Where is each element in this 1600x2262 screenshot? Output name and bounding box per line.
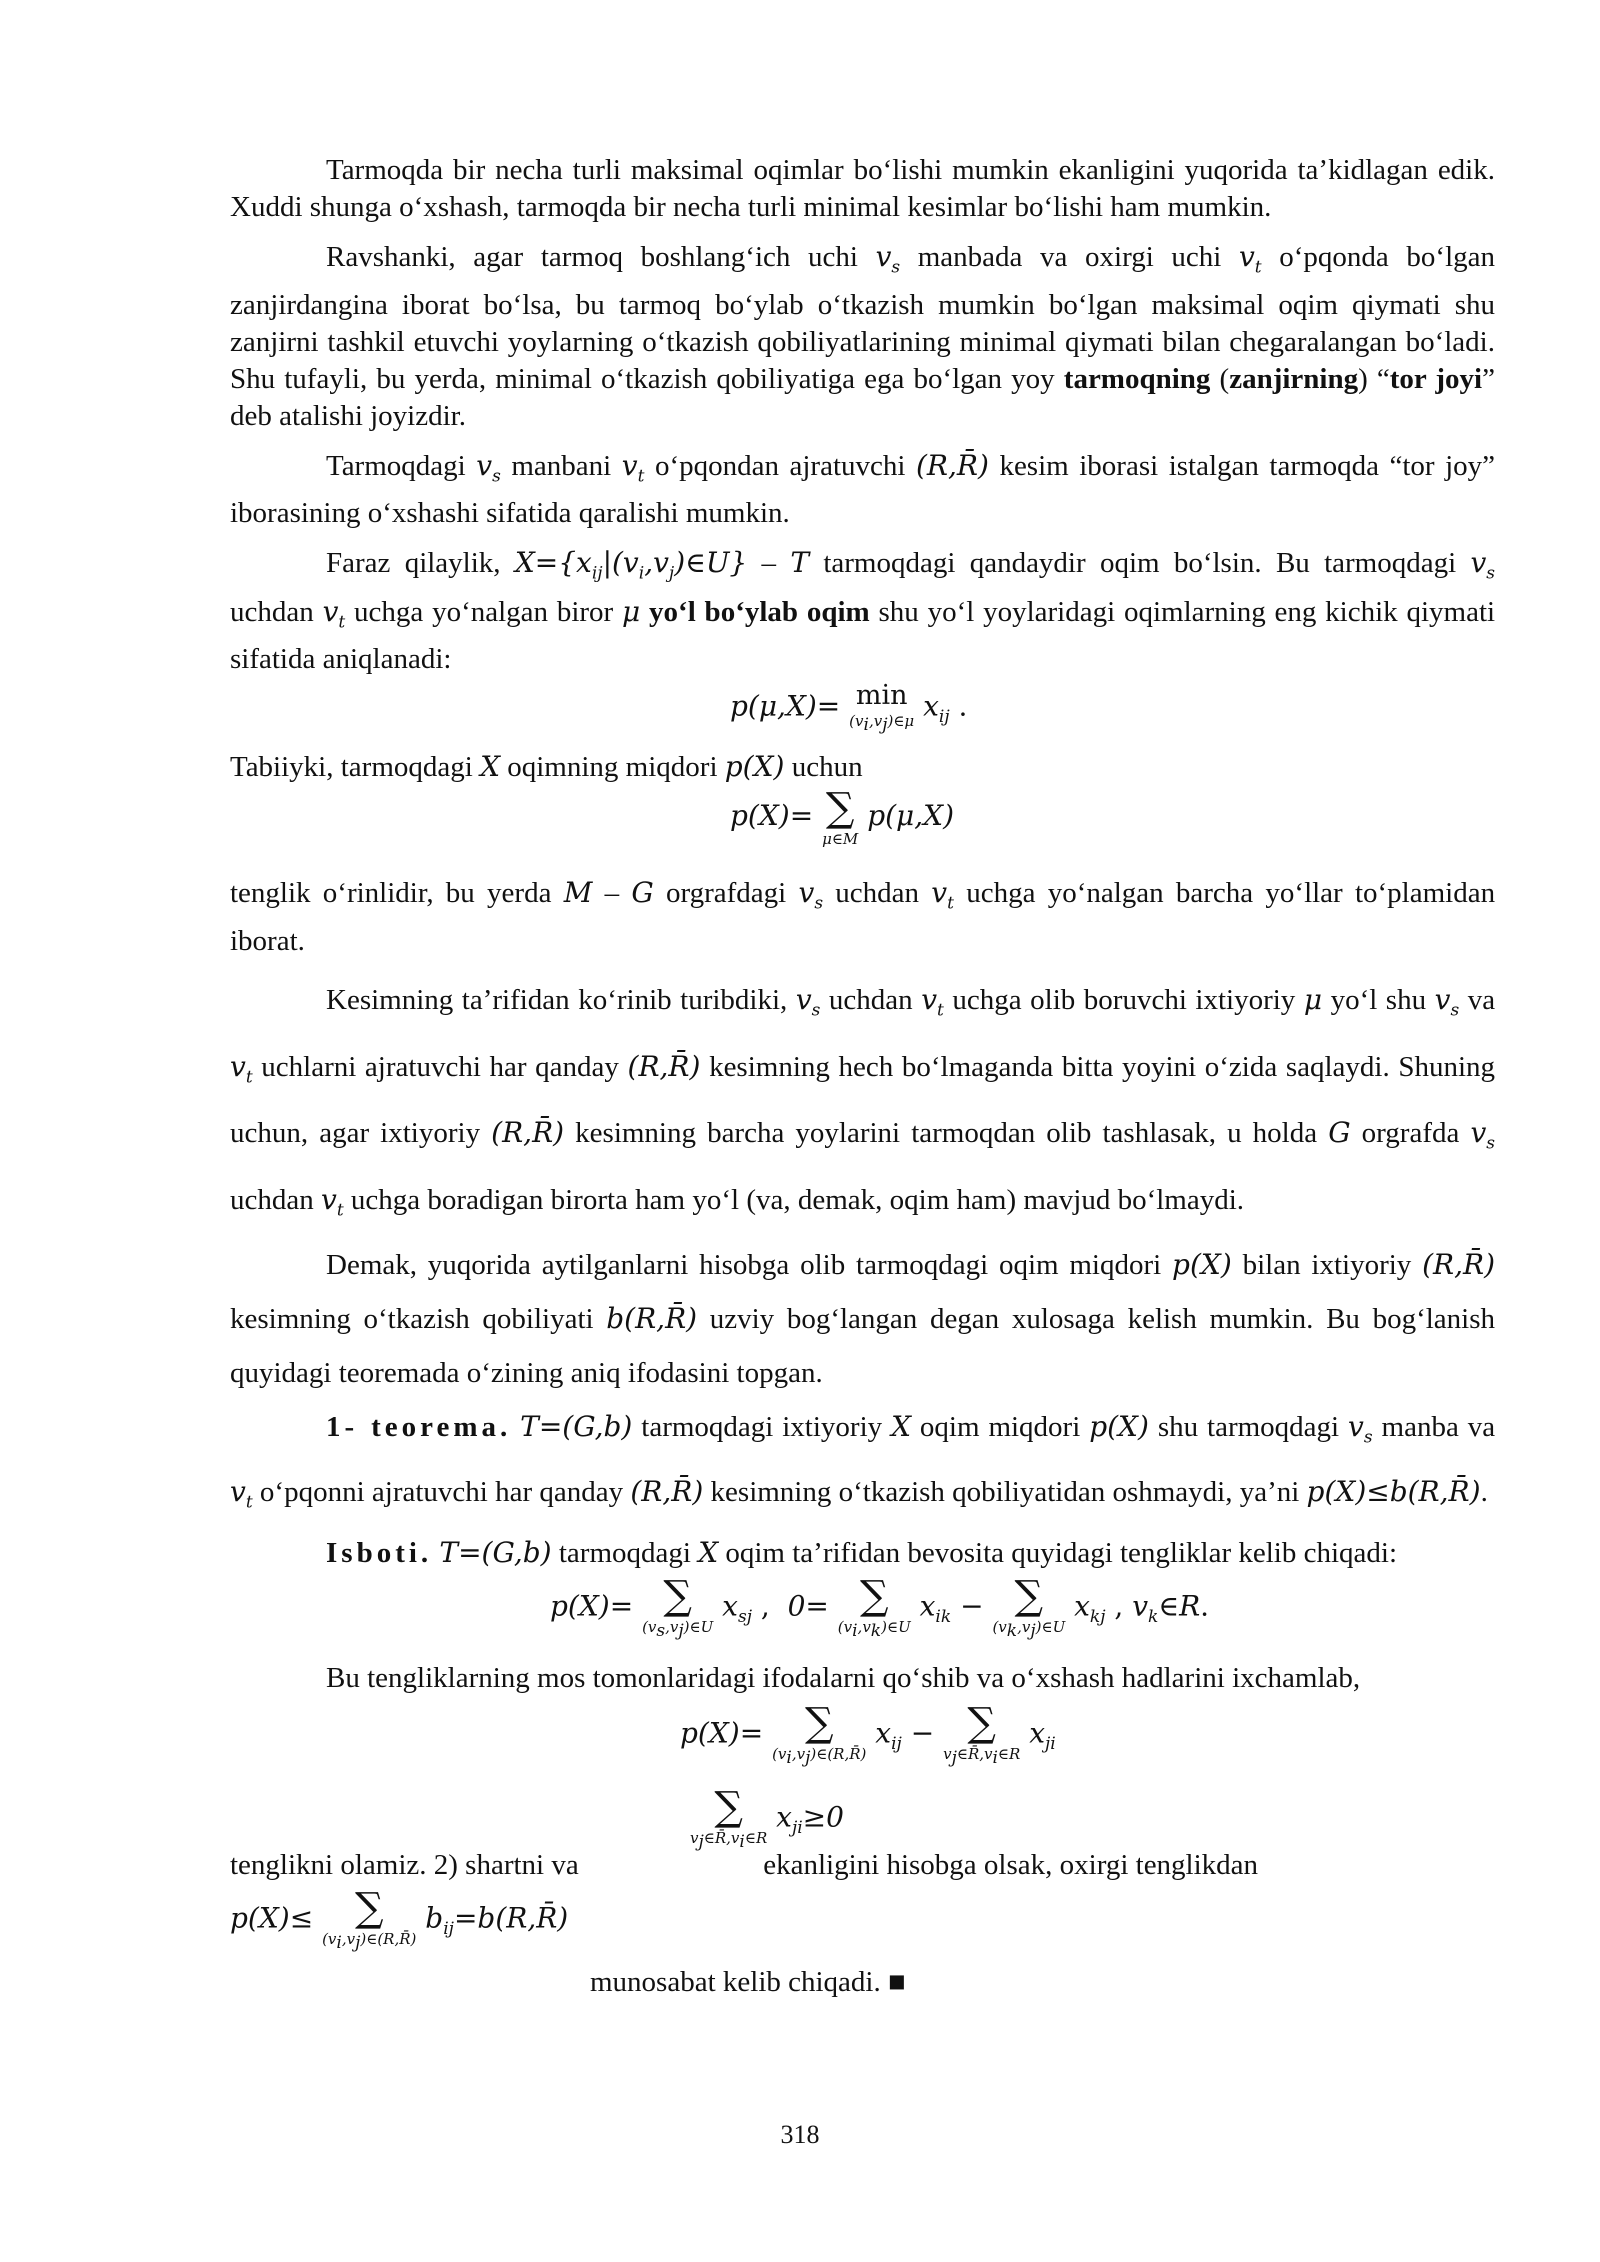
paragraph-2: Ravshanki, agar tarmoq boshlang‘ich uchi $v_s$ manbada va oxirgi uchi $v_t$ o‘pqonda bo‘lgan zanjirdangina iborat bo‘lsa, bu tarmoq bo‘ylab o‘tkazish mumkin bo‘lgan maksimal oqim qiymati shu zanjirni tashkil etuvchi yoylarning o‘tkazish qobiliyatlarining minimal qiymati bilan chegaralangan bo‘ladi. Shu tufayli, bu yerda, minimal o‘tkazish qobiliyatiga ega bo‘lgan yoy tarmoqning (zanjirning) “tor joyi” deb atalishi joyizdir. xyxy=(230,240,1496,432)
paragraph-7: Kesimning ta’rifidan ko‘rinib turibdiki, $v_s$ uchdan $v_t$ uchga olib boruvchi ixtiyoriy μ yo‘l shu $v_s$ va $v_t$ uchlarni ajratuvchi har qanday (R,R̄) kesimning hech bo‘lmaganda bitta yoyini o‘zida saqlaydi. Shuning uchun, agar ixtiyoriy (R,R̄) kesimning barcha yoylarini tarmoqdan olib tashlasak, u holda G orgrafda $v_s$ uchdan $v_t$ uchga boradigan birorta ham yo‘l (va, demak, oqim ham) mavjud bo‘lmaydi. xyxy=(230,982,1496,1221)
document-body xyxy=(230,152,1495,2001)
theorem-1: 1- teorema. T=(G,b) tarmoqdagi ixtiyoriy X oqim miqdori p(X) shu tarmoqdagi $v_s$ manba va $v_t$ o‘pqonni ajratuvchi har qanday (R,R̄) kesimning o‘tkazish qobiliyatidan oshmaydi, ya’ni p(X)≤b(R,R̄). xyxy=(230,1410,1496,1513)
paragraph-10: tenglikni olamiz. 2) shartni va ekanligini hisobga olsak, oxirgi tenglikdan xyxy=(230,1848,1259,1881)
paragraph-3: Tarmoqdagi $v_s$ manbani $v_t$ o‘pqondan ajratuvchi (R,R̄) kesim iborasi istalgan tarmoqda “tor joy” iborasining o‘xshashi sifatida qaralishi mumkin. xyxy=(230,448,1496,530)
formula-proof-3: ∑ $v_j\in R̄,v_i\in R$ $x_{ji}\ge 0$ xyxy=(690,1783,844,1852)
formula-min: p(μ,X)= min $(v_i,v_j)\in\mu$ $x_{ij}$ . xyxy=(730,680,968,736)
paragraph-4: Faraz qilaylik, $X=\{x_{ij}|(v_i,v_j)\in U\} - T$ tarmoqdagi qandaydir oqim bo‘lsin. Bu tarmoqdagi $v_s$ uchdan $v_t$ uchga yo‘nalgan biror μ yo‘l bo‘ylab oqim shu yo‘l yoylaridagi oqimlarning eng kichik qiymati sifatida aniqlanadi: xyxy=(230,546,1496,676)
proof-label: Isboti. xyxy=(326,1536,433,1569)
math-cut: (R,R̄) xyxy=(915,448,989,482)
formula-conclusion: p(X)≤ ∑ $(v_i,v_j)\in(R,R̄)$ $b_{ij}=b(R,R̄)$ xyxy=(230,1884,569,1953)
paragraph-9: Bu tengliklarning mos tomonlaridagi ifodalarni qo‘shib va o‘xshash hadlarini ixchamlab, xyxy=(326,1661,1361,1694)
math-flow-def: $X=\{x_{ij}|(v_i,v_j)\in U\}$ xyxy=(514,546,748,584)
theorem-label: 1- teorema. xyxy=(326,1411,512,1444)
paragraph-5: Tabiiyki, tarmoqdagi X oqimning miqdori p(X) uchun xyxy=(230,750,863,784)
proof: Isboti. T=(G,b) tarmoqdagi X oqim ta’rifidan bevosita quyidagi tengliklar kelib chiqadi: xyxy=(326,1535,1398,1569)
paragraph-11: munosabat kelib chiqadi. ■ xyxy=(590,1965,906,1998)
math-vt: $v_t$ xyxy=(1238,240,1262,278)
formula-proof-1: p(X)= ∑ $(v_s,v_j)\in U$ $x_{sj}$ , 0= ∑ $(v_i,v_k)\in U$ $x_{ik}$ − ∑ $(v_k,v_j)\in U$ $x_{kj}$ , $v_k\in R$. xyxy=(550,1572,1210,1641)
math-vs: $v_s$ xyxy=(875,240,901,278)
formula-sum-paths: p(X)= ∑ μ∈M p(μ,X) xyxy=(730,785,954,849)
paragraph-8: Demak, yuqorida aytilganlarni hisobga olib tarmoqdagi oqim miqdori p(X) bilan ixtiyoriy (R,R̄) kesimning o‘tkazish qobiliyati b(R,R̄) uzviy bog‘langan degan xulosaga kelish mumkin. Bu bog‘lanish quyidagi teoremada o‘zining aniq ifodasini topgan. xyxy=(230,1248,1496,1390)
paragraph-6: tenglik o‘rinlidir, bu yerda M – G orgrafdagi $v_s$ uchdan $v_t$ uchga yo‘nalgan barcha yo‘llar to‘plamidan iborat. xyxy=(230,876,1496,957)
page-number: 318 xyxy=(780,2120,820,2149)
formula-proof-2: p(X)= ∑ $(v_i,v_j)\in(R,R̄)$ $x_{ij}$ − ∑ $v_j\in R̄,v_i\in R$ $x_{ji}$ xyxy=(680,1699,1056,1768)
paragraph-1: Tarmoqda bir necha turli maksimal oqimlar bo‘lishi mumkin ekanligini yuqorida ta’kidlagan edik. Xuddi shunga o‘xshash, tarmoqda bir necha turli minimal kesimlar bo‘lishi ham mumkin. xyxy=(230,154,1495,223)
